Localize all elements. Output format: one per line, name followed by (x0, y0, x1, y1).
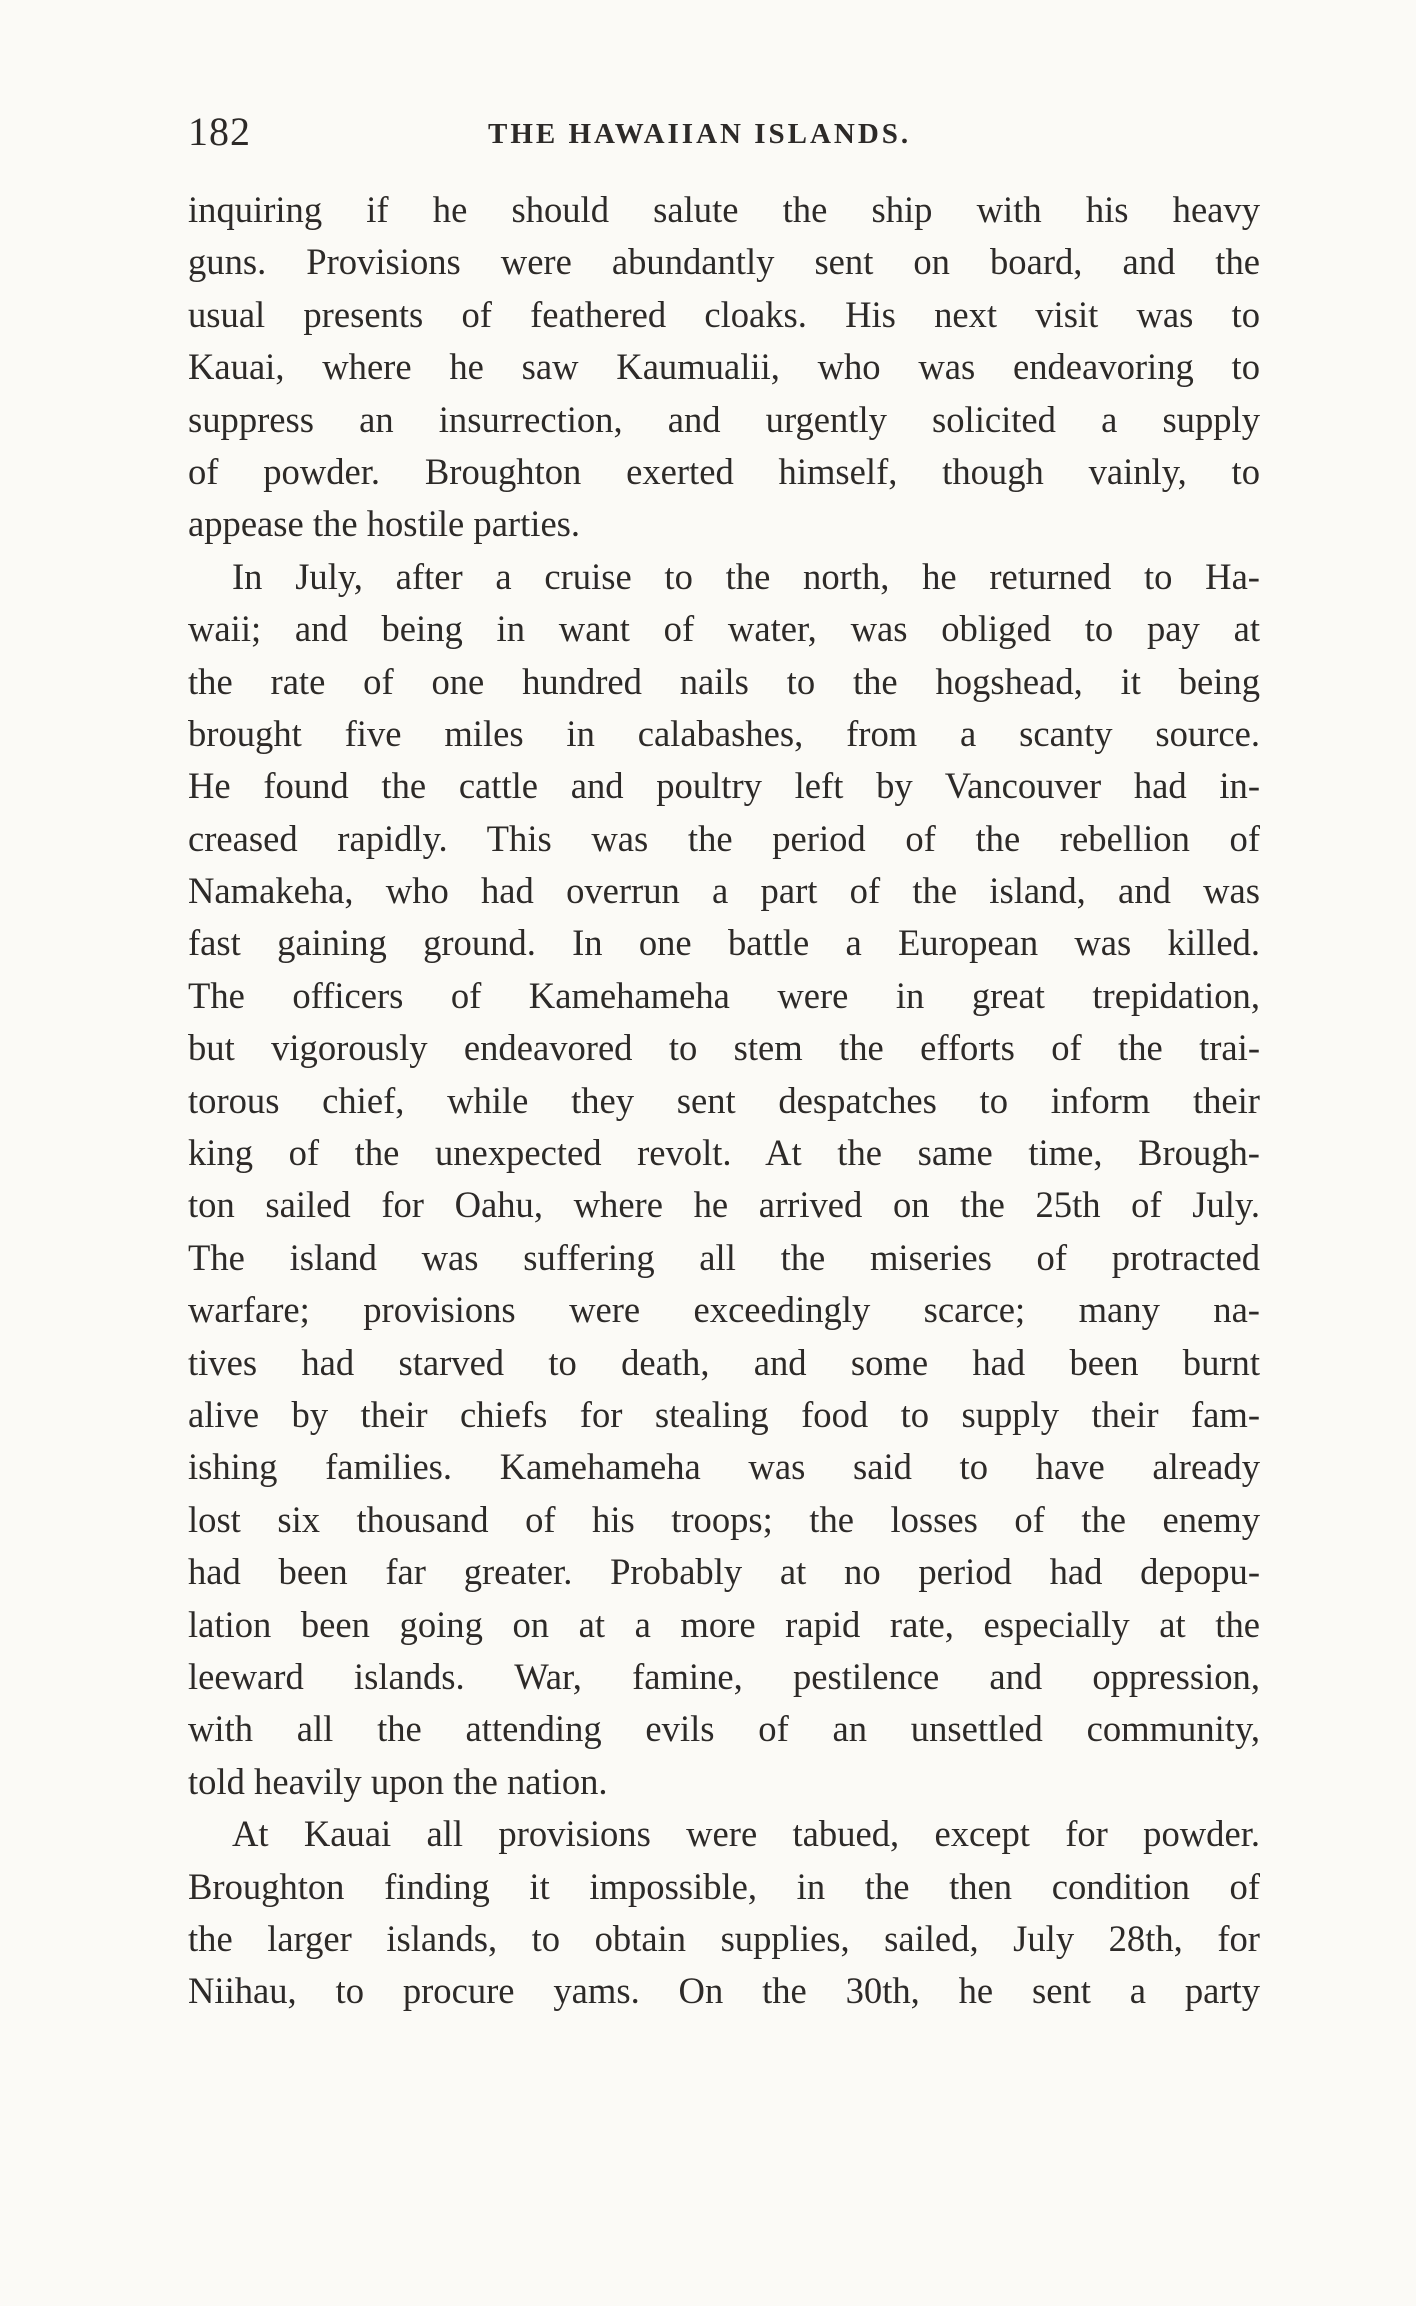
text-line: The island was suffering all the miseries of protracted (188, 1236, 1260, 1278)
text-line: but vigorously endeavored to stem the efforts of the trai- (188, 1027, 1260, 1069)
text-line: Niihau, to procure yams. On the 30th, he sent a party (188, 1970, 1260, 2012)
text-line: warfare; provisions were exceedingly scarce; many na- (188, 1289, 1260, 1331)
text-line: king of the unexpected revolt. At the same time, Brough- (188, 1132, 1260, 1174)
text-line: leeward islands. War, famine, pestilence and oppression, (188, 1655, 1260, 1697)
text-line: ton sailed for Oahu, where he arrived on the 25th of July. (188, 1184, 1260, 1226)
text-line: Kauai, where he saw Kaumualii, who was endeavoring to (188, 346, 1260, 388)
text-line: lost six thousand of his troops; the losses of the enemy (188, 1498, 1260, 1540)
text-line: creased rapidly. This was the period of the rebellion of (188, 817, 1260, 859)
text-line: tives had starved to death, and some had been burnt (188, 1341, 1260, 1383)
text-line: ishing families. Kamehameha was said to have already (188, 1446, 1260, 1488)
text-line: fast gaining ground. In one battle a European was killed. (188, 922, 1260, 964)
text-line: alive by their chiefs for stealing food to supply their fam- (188, 1393, 1260, 1435)
text-line: waii; and being in want of water, was obliged to pay at (188, 608, 1260, 650)
page-number: 182 (188, 109, 251, 154)
text-line: He found the cattle and poultry left by Vancouver had in- (188, 765, 1260, 807)
text-line: guns. Provisions were abundantly sent on board, and the (188, 241, 1260, 283)
text-line: brought five miles in calabashes, from a scanty source. (188, 712, 1260, 754)
text-line: inquiring if he should salute the ship with his heavy (188, 189, 1260, 230)
text-line: Broughton finding it impossible, in the then condition of (188, 1865, 1260, 1907)
text-line: of powder. Broughton exerted himself, though vainly, to (188, 450, 1260, 492)
text-line: with all the attending evils of an unsettled community, (188, 1708, 1260, 1750)
text-line: lation been going on at a more rapid rate, especially at the (188, 1603, 1260, 1645)
text-line: usual presents of feathered cloaks. His next visit was to (188, 293, 1260, 335)
text-line: told heavily upon the nation. (188, 1760, 608, 1802)
text-line: the rate of one hundred nails to the hogshead, it being (188, 660, 1260, 702)
paragraph-start-line: At Kauai all provisions were tabued, except for powder. (232, 1813, 1260, 1855)
page-header (188, 108, 1260, 156)
text-line: had been far greater. Probably at no period had depopu- (188, 1551, 1260, 1593)
text-line: the larger islands, to obtain supplies, sailed, July 28th, for (188, 1917, 1260, 1959)
text-line: appease the hostile parties. (188, 503, 581, 545)
text-line: The officers of Kamehameha were in great trepidation, (188, 974, 1260, 1016)
body-text (188, 184, 1260, 2018)
text-line: torous chief, while they sent despatches to inform their (188, 1079, 1260, 1121)
running-title: THE HAWAIIAN ISLANDS. (488, 118, 912, 150)
paragraph-start-line: In July, after a cruise to the north, he returned to Ha- (232, 555, 1260, 597)
text-line: suppress an insurrection, and urgently solicited a supply (188, 398, 1260, 440)
text-line: Namakeha, who had overrun a part of the island, and was (188, 870, 1260, 912)
